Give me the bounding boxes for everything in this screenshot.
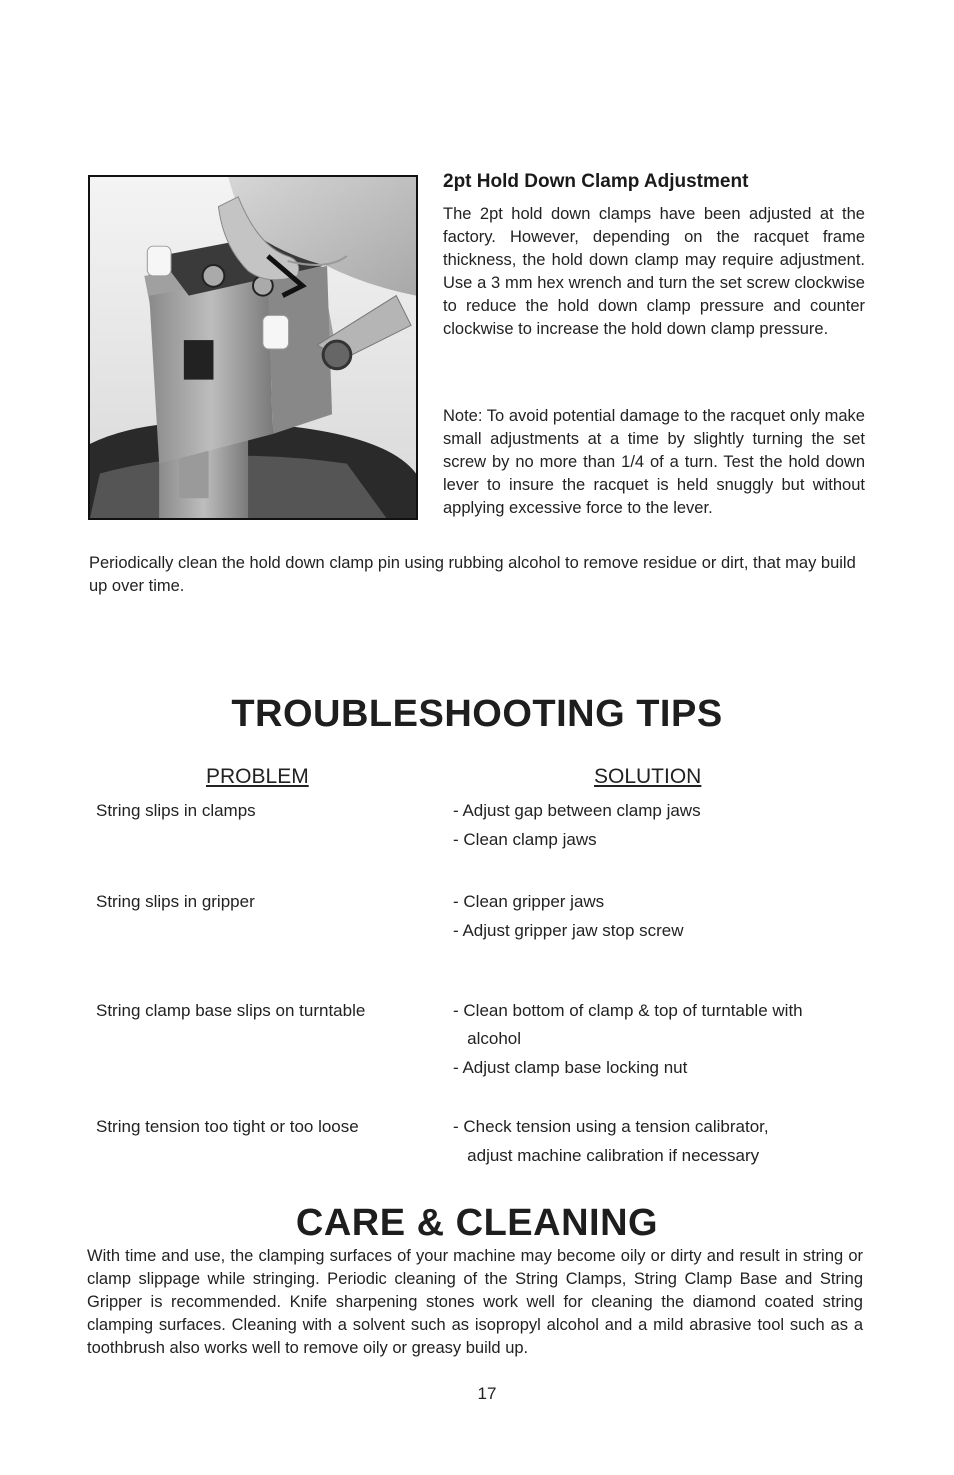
problem-item: String slips in gripper (96, 892, 255, 911)
solution-item: - Adjust gripper jaw stop screw (453, 921, 684, 940)
problem-item: String tension too tight or too loose (96, 1117, 359, 1136)
clamp-adjustment-photo (88, 175, 418, 520)
problem-item: String slips in clamps (96, 801, 256, 820)
adjustment-paragraph: The 2pt hold down clamps have been adjusted at the factory. However, depending on the racquet frame thickness, the hold down clamp may require adjustment. Use a 3 mm hex wrench and turn the set screw clockwise to reduce the hold down clamp pressure and counter clockwise to increase the hold down clamp pressure. (443, 205, 865, 338)
solution-item: adjust machine calibration if necessary (453, 1146, 760, 1165)
solution-item: - Check tension using a tension calibrator, (453, 1117, 769, 1136)
problem-column-header: PROBLEM (206, 765, 309, 788)
care-cleaning-title: CARE & CLEANING (295, 1202, 659, 1244)
section-title: 2pt Hold Down Clamp Adjustment (443, 171, 749, 192)
clamp-photo-illustration (90, 177, 416, 518)
solution-item: - Adjust gap between clamp jaws (453, 801, 701, 820)
solution-column-header: SOLUTION (594, 765, 702, 788)
solution-item: - Clean bottom of clamp & top of turntable with (453, 1001, 803, 1020)
solution-item: - Clean clamp jaws (453, 830, 597, 849)
care-cleaning-paragraph: With time and use, the clamping surfaces of your machine may become oily or dirty and result in string or clamp slippage while stringing. Periodic cleaning of the String Clamps, String Clamp Base and String Gripper is recommended. Knife sharpening stones work well for cleaning the diamond coated string clamping surfaces. Cleaning with a solvent such as isopropyl alcohol and a mild abrasive tool such as a toothbrush also works well to remove oily or greasy build up. (87, 1247, 863, 1357)
troubleshooting-title: TROUBLESHOOTING TIPS (231, 693, 723, 735)
page-number: 17 (477, 1384, 497, 1403)
solution-item: alcohol (453, 1029, 522, 1048)
solution-item: - Adjust clamp base locking nut (453, 1058, 688, 1077)
solution-item: - Clean gripper jaws (453, 892, 605, 911)
note-paragraph: Note: To avoid potential damage to the racquet only make small adjustments at a time by slightly turning the set screw by no more than 1/4 of a turn. Test the hold down lever to insure the racquet is held snuggly but without applying excessive force to the lever. (443, 407, 865, 517)
problem-item: String clamp base slips on turntable (96, 1001, 366, 1020)
cleaning-pin-paragraph: Periodically clean the hold down clamp pin using rubbing alcohol to remove residue or dirt, that may build up over time. (89, 554, 856, 595)
